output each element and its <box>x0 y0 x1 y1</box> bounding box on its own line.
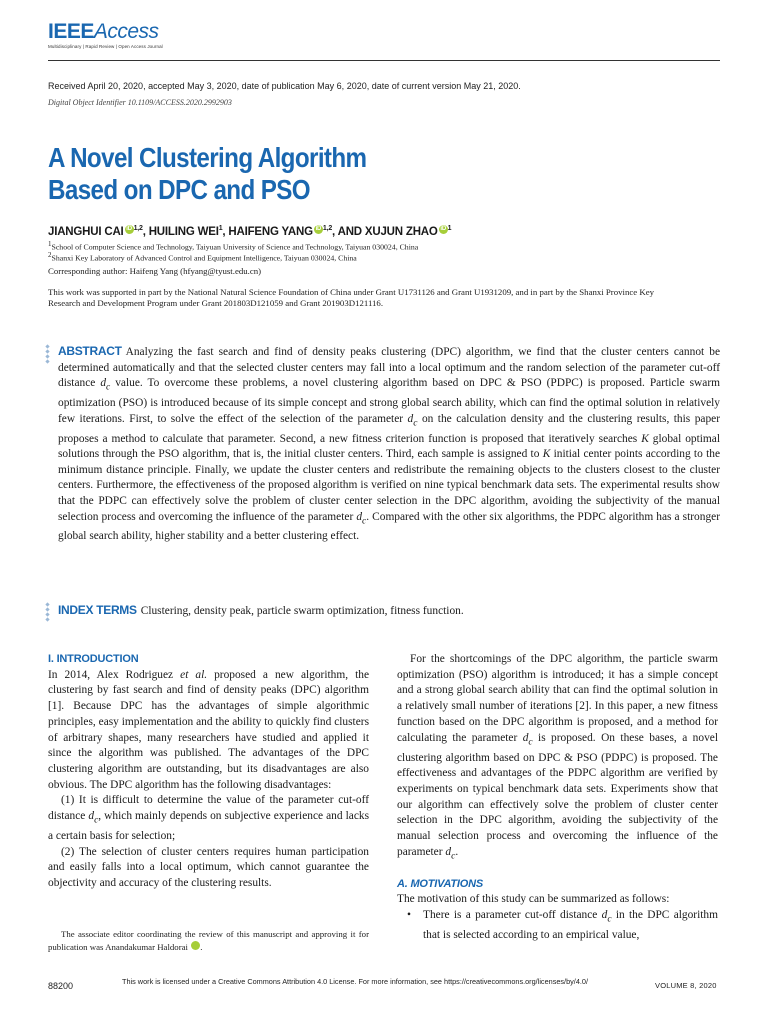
math-subscript: c <box>607 914 612 925</box>
author-affil-sup: 1 <box>218 225 223 232</box>
title-line-2: Based on DPC and PSO <box>48 174 311 205</box>
author-name: JIANGHUI CAI <box>48 225 124 238</box>
math-subscript: c <box>413 417 418 428</box>
paragraph-text: (1) It is difficult to determine the value of the parameter cut-off distance <box>48 794 369 823</box>
abstract-text: global optimal solutions through the PSO algorithm, that is, the initial cluster centers. Third, each sample is assigned to <box>58 432 721 461</box>
affiliation-text: School of Computer Science and Technology, Taiyuan University of Science and Technology, Taiyuan 030024, China <box>51 242 419 252</box>
abstract-text: initial center points according to the minimum distance principle. Finally, we update the cluster centers and redistribute the remaining objects to the clusters closest to the cluster centers. Furthermore, the effectiveness of the proposed algorithm is verified on nine typical benchmark data sets. The experimental results show that the PDPC can effectively solve the problem of cluster center selection in the DPC algorithm, avoiding the subjectivity of the manual selection process and overcoming the influence of the parameter <box>58 448 721 523</box>
journal-logo <box>48 20 163 49</box>
abstract-text: . Compared with the other six algorithms, the PDPC algorithm has a stronger global search ability, higher stability and a better clustering effect. <box>58 510 720 543</box>
index-terms-marker <box>46 603 50 623</box>
math-subscript: c <box>362 515 367 526</box>
orcid-icon[interactable]: iD <box>191 941 200 950</box>
affiliation-1 <box>48 240 418 252</box>
author-affil-sup: 1,2 <box>322 225 333 232</box>
orcid-icon[interactable]: iD <box>315 226 322 232</box>
index-terms-text: Clustering, density peak, particle swarm optimization, fitness function. <box>140 605 464 617</box>
index-terms <box>58 603 720 620</box>
list-item-text: There is a parameter cut-off distance <box>423 909 602 922</box>
title-line-1: A Novel Clustering Algorithm <box>48 142 367 173</box>
paragraph <box>397 652 718 865</box>
paragraph: (2) The selection of cluster centers requires human participation and easily falls into a local optimum, which cannot guarantee the objectivity and accuracy of the clustering results. <box>48 845 369 890</box>
orcid-icon[interactable]: iD <box>440 226 446 232</box>
editor-note: The associate editor coordinating the review of this manuscript and approving it for publication was Anandakumar Haldorai iD. <box>48 929 369 952</box>
logo-ieee: IEEE <box>48 20 94 43</box>
received-dates: Received April 20, 2020, accepted May 3, 2020, date of publication May 6, 2020, date of current version May 21, 2020. <box>48 81 521 91</box>
section-heading-introduction: I. INTRODUCTION <box>48 653 139 665</box>
paragraph <box>48 668 369 794</box>
abstract-text: Analyzing the fast search and find of density peaks clustering (DPC) algorithm, we find that the cluster centers cannot be determined automatically and that the selected cluster centers may fall into a local optimum and the random selection of the parameter cut-off distance <box>58 346 720 390</box>
affiliation-sup: 1 <box>48 240 52 248</box>
logo-tagline: Multidisciplinary | Rapid Review | Open Access Journal <box>48 44 163 49</box>
math-symbol: d <box>88 810 95 823</box>
orcid-icon[interactable]: iD <box>126 226 132 232</box>
paragraph-text: , which mainly depends on subjective experience and lacks a certain basis for selection; <box>48 810 370 843</box>
list-item <box>397 908 718 944</box>
math-symbol: d <box>356 510 363 523</box>
paragraph <box>48 793 369 844</box>
paragraph: The motivation of this study can be summarized as follows: <box>397 893 670 906</box>
abstract-heading: ABSTRACT <box>58 344 122 358</box>
paragraph-text: For the shortcomings of the DPC algorithm, the particle swarm optimization (PSO) algorithm is introduced; it has a simple concept and a strong global search ability that can find the optimal solution in a relatively small number of iterations [2]. In this paper, a new fitness function based on the DPC algorithm is proposed, and a method for calculating the parameter <box>397 653 718 744</box>
abstract-text: value. To overcome these problems, a novel clustering algorithm based on DPC & PSO (PDPC) is proposed. Particle swarm optimization (PSO) is introduced because of its simple concept and strong global search ability, which can find the optimal solution in relatively few iterations. First, to solve the effect of the selection of the parameter <box>58 377 720 425</box>
license-note: This work is licensed under a Creative Commons Attribution 4.0 License. For more information, see https://creativecommons.org/licenses/by/4.0/ <box>122 977 588 986</box>
affiliation-text: Shanxi Key Laboratory of Advanced Control and Equipment Intelligence, Taiyuan 030024, China <box>51 253 357 263</box>
corresponding-author: Corresponding author: Haifeng Yang (hfyang@tyust.edu.cn) <box>48 266 262 276</box>
paragraph-text: . <box>455 845 459 858</box>
math-subscript: c <box>528 736 533 747</box>
paragraph-text: is proposed. On these bases, a novel clustering algorithm based on DPC & PSO (PDPC) is proposed. The effectiveness and advantages of the PDPC algorithm are verified by experiments on typical benchmark data sets. Experiments show that our algorithm can effectively solve the problem of cluster center selection in the DPC algorithm, avoiding the subjectivity of the manual selection process and overcoming the influence of the parameter <box>397 731 718 858</box>
page-number: 88200 <box>48 981 74 991</box>
math-subscript: c <box>94 815 99 826</box>
list-item-text: in the DPC algorithm that is selected according to an empirical value, <box>423 909 718 942</box>
author-affil-sup: 1,2 <box>133 225 143 232</box>
math-symbol: K <box>542 448 551 461</box>
abstract <box>58 344 720 545</box>
paper-title <box>48 142 611 206</box>
author-affil-sup: 1 <box>447 225 452 232</box>
math-subscript: c <box>106 382 111 393</box>
math-symbol: d <box>601 909 608 922</box>
math-symbol: d <box>407 412 414 425</box>
math-symbol: d <box>522 731 529 744</box>
author-name: , HUILING WEI <box>142 225 219 238</box>
editor-note-text: The associate editor coordinating the review of this manuscript and approving it for publication was Anandakumar Haldorai <box>48 929 369 952</box>
index-terms-heading: INDEX TERMS <box>58 603 137 617</box>
abstract-text: on the calculation density and the clustering results, this paper proposes a method to calculate that parameter. Second, a new fitness criterion function is proposed that iteratively searches <box>58 412 720 445</box>
paragraph-text: In 2014, Alex Rodriguez <box>48 668 181 681</box>
volume-info: VOLUME 8, 2020 <box>655 981 717 990</box>
math-subscript: c <box>451 851 456 861</box>
math-symbol: d <box>445 845 452 858</box>
affiliation-2 <box>48 251 357 263</box>
funding-note: This work was supported in part by the National Natural Science Foundation of China under Grant U1731126 and Grant U1931209, and in part by the Shanxi Province Key Research and Development Program under Grant 201803D121059 and Grant 201903D121116. <box>48 287 655 308</box>
logo-access: Access <box>93 20 159 43</box>
math-symbol: K <box>641 432 649 445</box>
author-name: , AND XUJUN ZHAO <box>332 225 438 238</box>
doi: Digital Object Identifier 10.1109/ACCESS.2020.2992903 <box>48 98 232 107</box>
left-column <box>48 652 369 892</box>
author-name: , HAIFENG YANG <box>222 225 313 238</box>
header-divider <box>48 60 720 61</box>
subsection-heading-motivations: A. MOTIVATIONS <box>397 877 484 890</box>
right-column <box>397 652 718 944</box>
paragraph-text: proposed a new algorithm, the clustering by fast search and find of density peaks (DPC) algorithm [1]. Because DPC has the advantages of simple algorithmic principles, easy implementation and the ability to quickly find clusters of arbitrary shapes, many researchers have studied and applied it since the algorithm was published. The advantages of the DPC clustering algorithm are outstanding, but its disadvantages are also obvious. The DPC algorithm has the following disadvantages: <box>48 668 370 791</box>
paragraph-text: et al. <box>180 668 208 681</box>
author-list <box>48 225 451 238</box>
abstract-marker <box>46 345 50 365</box>
affiliation-sup: 2 <box>48 251 52 259</box>
math-symbol: d <box>100 377 107 390</box>
